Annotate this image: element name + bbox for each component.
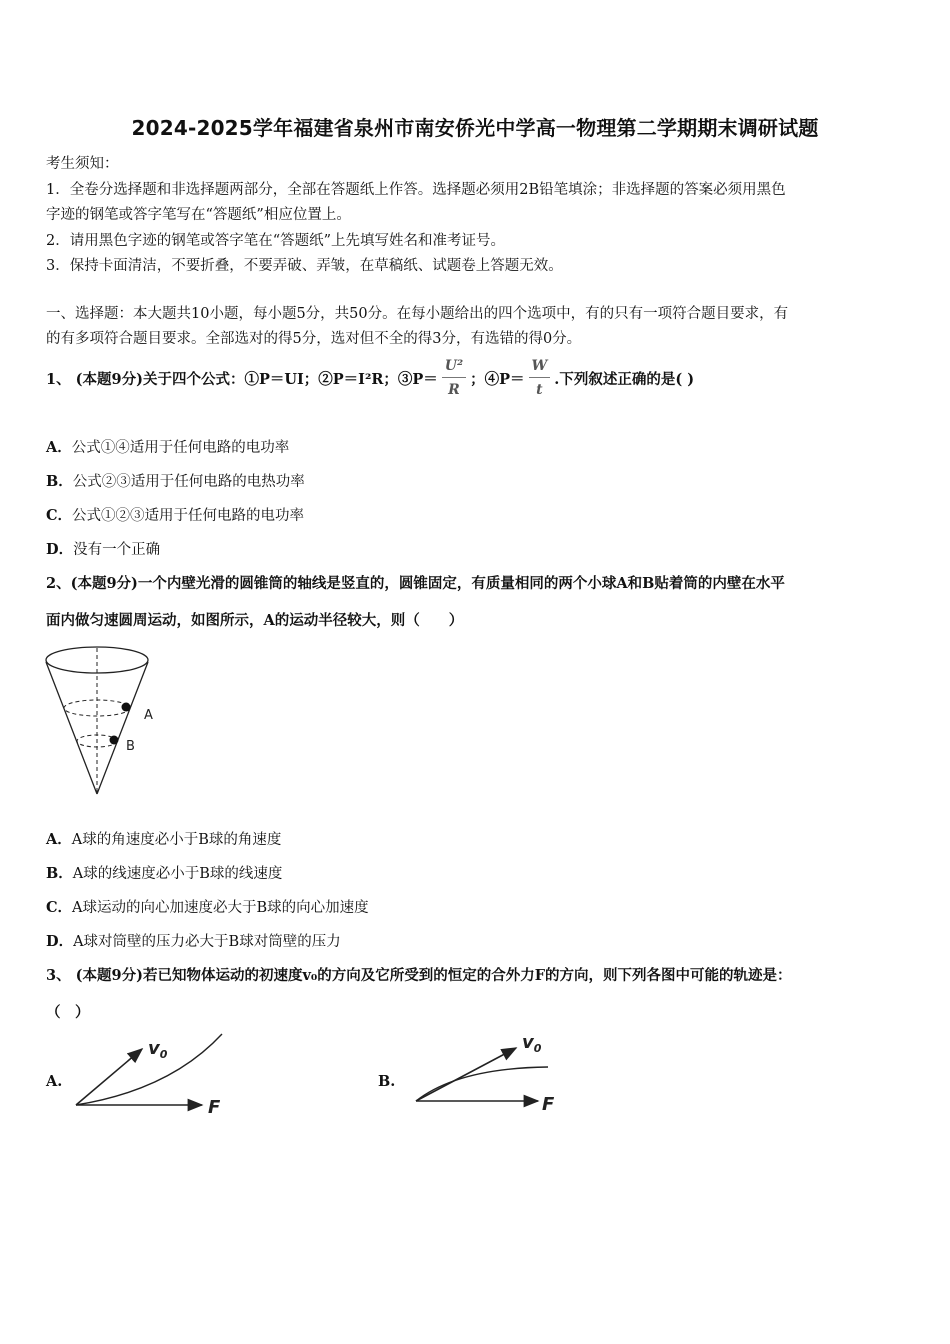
q1-option-a-label: A． [46, 439, 72, 456]
q1-option-d-label: D． [46, 541, 74, 558]
q3b-trajectory [416, 1067, 548, 1101]
q3-stem-line-1: 3、 (本题9分)若已知物体运动的初速度v₀的方向及它所受到的恒定的合外力F的方向，则下列各图中可能的轨迹是： [46, 967, 792, 984]
q1-suffix: .下列叙述正确的是( ) [554, 370, 695, 388]
q3-figure-a-label: A. [46, 1073, 63, 1090]
q1-option-a [46, 436, 289, 457]
q2-option-b-text: A球的线速度必小于B球的线速度 [72, 866, 283, 882]
q3b-v0-label [522, 1032, 542, 1055]
q3-figure-b-label: B. [378, 1073, 396, 1090]
q1-option-a-text: 公式①④适用于任何电路的电功率 [71, 440, 290, 456]
cone-left-edge [46, 662, 97, 794]
q1-fraction-3-numerator: U² [442, 358, 466, 378]
q3b-force-label: F [542, 1094, 555, 1115]
q1-fraction-4-denominator: t [536, 382, 543, 398]
notice-item-3: 3．保持卡面清洁，不要折叠，不要弄破、弄皱，在草稿纸、试题卷上答题无效。 [46, 258, 563, 274]
q2-option-b-label: B． [46, 865, 73, 882]
q1-option-b [46, 470, 305, 491]
q1-fraction-4 [529, 358, 551, 398]
q3-stem-line-2: （ ） [46, 1004, 90, 1021]
cone-right-edge [97, 662, 148, 794]
notice-heading: 考生须知： [46, 156, 119, 172]
q3a-v0-symbol: v [148, 1038, 160, 1059]
q2-option-a-text: A球的角速度必小于B球的角速度 [71, 832, 282, 848]
q3a-v0-label [148, 1038, 168, 1061]
q1-option-c-label: C． [46, 507, 73, 524]
q1-option-d-text: 没有一个正确 [73, 542, 161, 558]
q1-option-b-label: B． [46, 473, 73, 490]
q2-option-c [46, 896, 369, 917]
q3a-velocity-arrow [76, 1049, 142, 1105]
q2-stem-line-2: 面内做匀速圆周运动，如图所示，A的运动半径较大，则（ ） [46, 612, 464, 629]
ball-b-label: B [126, 739, 135, 754]
ball-a-label: A [144, 708, 153, 723]
q1-fraction-3-denominator: R [448, 382, 460, 398]
q2-option-c-label: C． [46, 899, 73, 916]
q3-figure-b [408, 1026, 578, 1120]
q1-option-c [46, 504, 304, 525]
notice-item-1-line-2: 字迹的钢笔或答字笔写在“答题纸”相应位置上。 [46, 207, 351, 223]
question-1-stem [46, 356, 694, 400]
q3b-velocity-arrow [416, 1048, 516, 1101]
q2-option-b [46, 862, 282, 883]
q1-option-b-text: 公式②③适用于任何电路的电热功率 [72, 474, 305, 490]
ball-b [110, 736, 119, 745]
q3a-force-label: F [208, 1097, 221, 1118]
q3b-v0-subscript: 0 [533, 1042, 542, 1055]
q2-option-d [46, 930, 341, 951]
section-1-line-2: 的有多项符合题目要求。全部选对的得5分，选对但不全的得3分，有选错的得0分。 [46, 331, 582, 347]
q2-option-d-label: D． [46, 933, 74, 950]
notice-item-2: 2．请用黑色字迹的钢笔或答字笔在“答题纸”上先填写姓名和准考证号。 [46, 233, 506, 249]
q1-mid: ；④P＝ [470, 370, 525, 388]
q2-option-a [46, 828, 281, 849]
q3b-v0-symbol: v [522, 1032, 534, 1053]
page-title: 2024-2025学年福建省泉州市南安侨光中学高一物理第二学期期末调研试题 [131, 116, 819, 140]
q3-figure-a [70, 1030, 240, 1120]
q2-stem-line-1: 2、(本题9分)一个内壁光滑的圆锥筒的轴线是竖直的，圆锥固定，有质量相同的两个小球A和B贴着筒的内壁在水平 [46, 575, 785, 592]
q1-fraction-3 [442, 358, 466, 398]
q1-fraction-4-numerator: W [529, 358, 551, 378]
q1-option-c-text: 公式①②③适用于任何电路的电功率 [72, 508, 305, 524]
q2-option-a-label: A． [46, 831, 72, 848]
section-1-line-1: 一、选择题：本大题共10小题，每小题5分，共50分。在每小题给出的四个选项中，有的只有一项符合题目要求，有 [46, 306, 789, 322]
q1-option-d [46, 538, 160, 559]
q1-prefix: 1、 (本题9分)关于四个公式：①P＝UI；②P＝I²R；③P＝ [46, 370, 438, 388]
cone-figure [40, 638, 180, 800]
notice-item-1-line-1: 1．全卷分选择题和非选择题两部分，全部在答题纸上作答。选择题必须用2B铅笔填涂；非选择题的答案必须用黑色 [46, 182, 786, 198]
q2-option-c-text: A球运动的向心加速度必大于B球的向心加速度 [72, 900, 369, 916]
q3a-v0-subscript: 0 [159, 1048, 168, 1061]
q2-option-d-text: A球对筒壁的压力必大于B球对筒壁的压力 [73, 934, 341, 950]
ball-a [122, 703, 131, 712]
